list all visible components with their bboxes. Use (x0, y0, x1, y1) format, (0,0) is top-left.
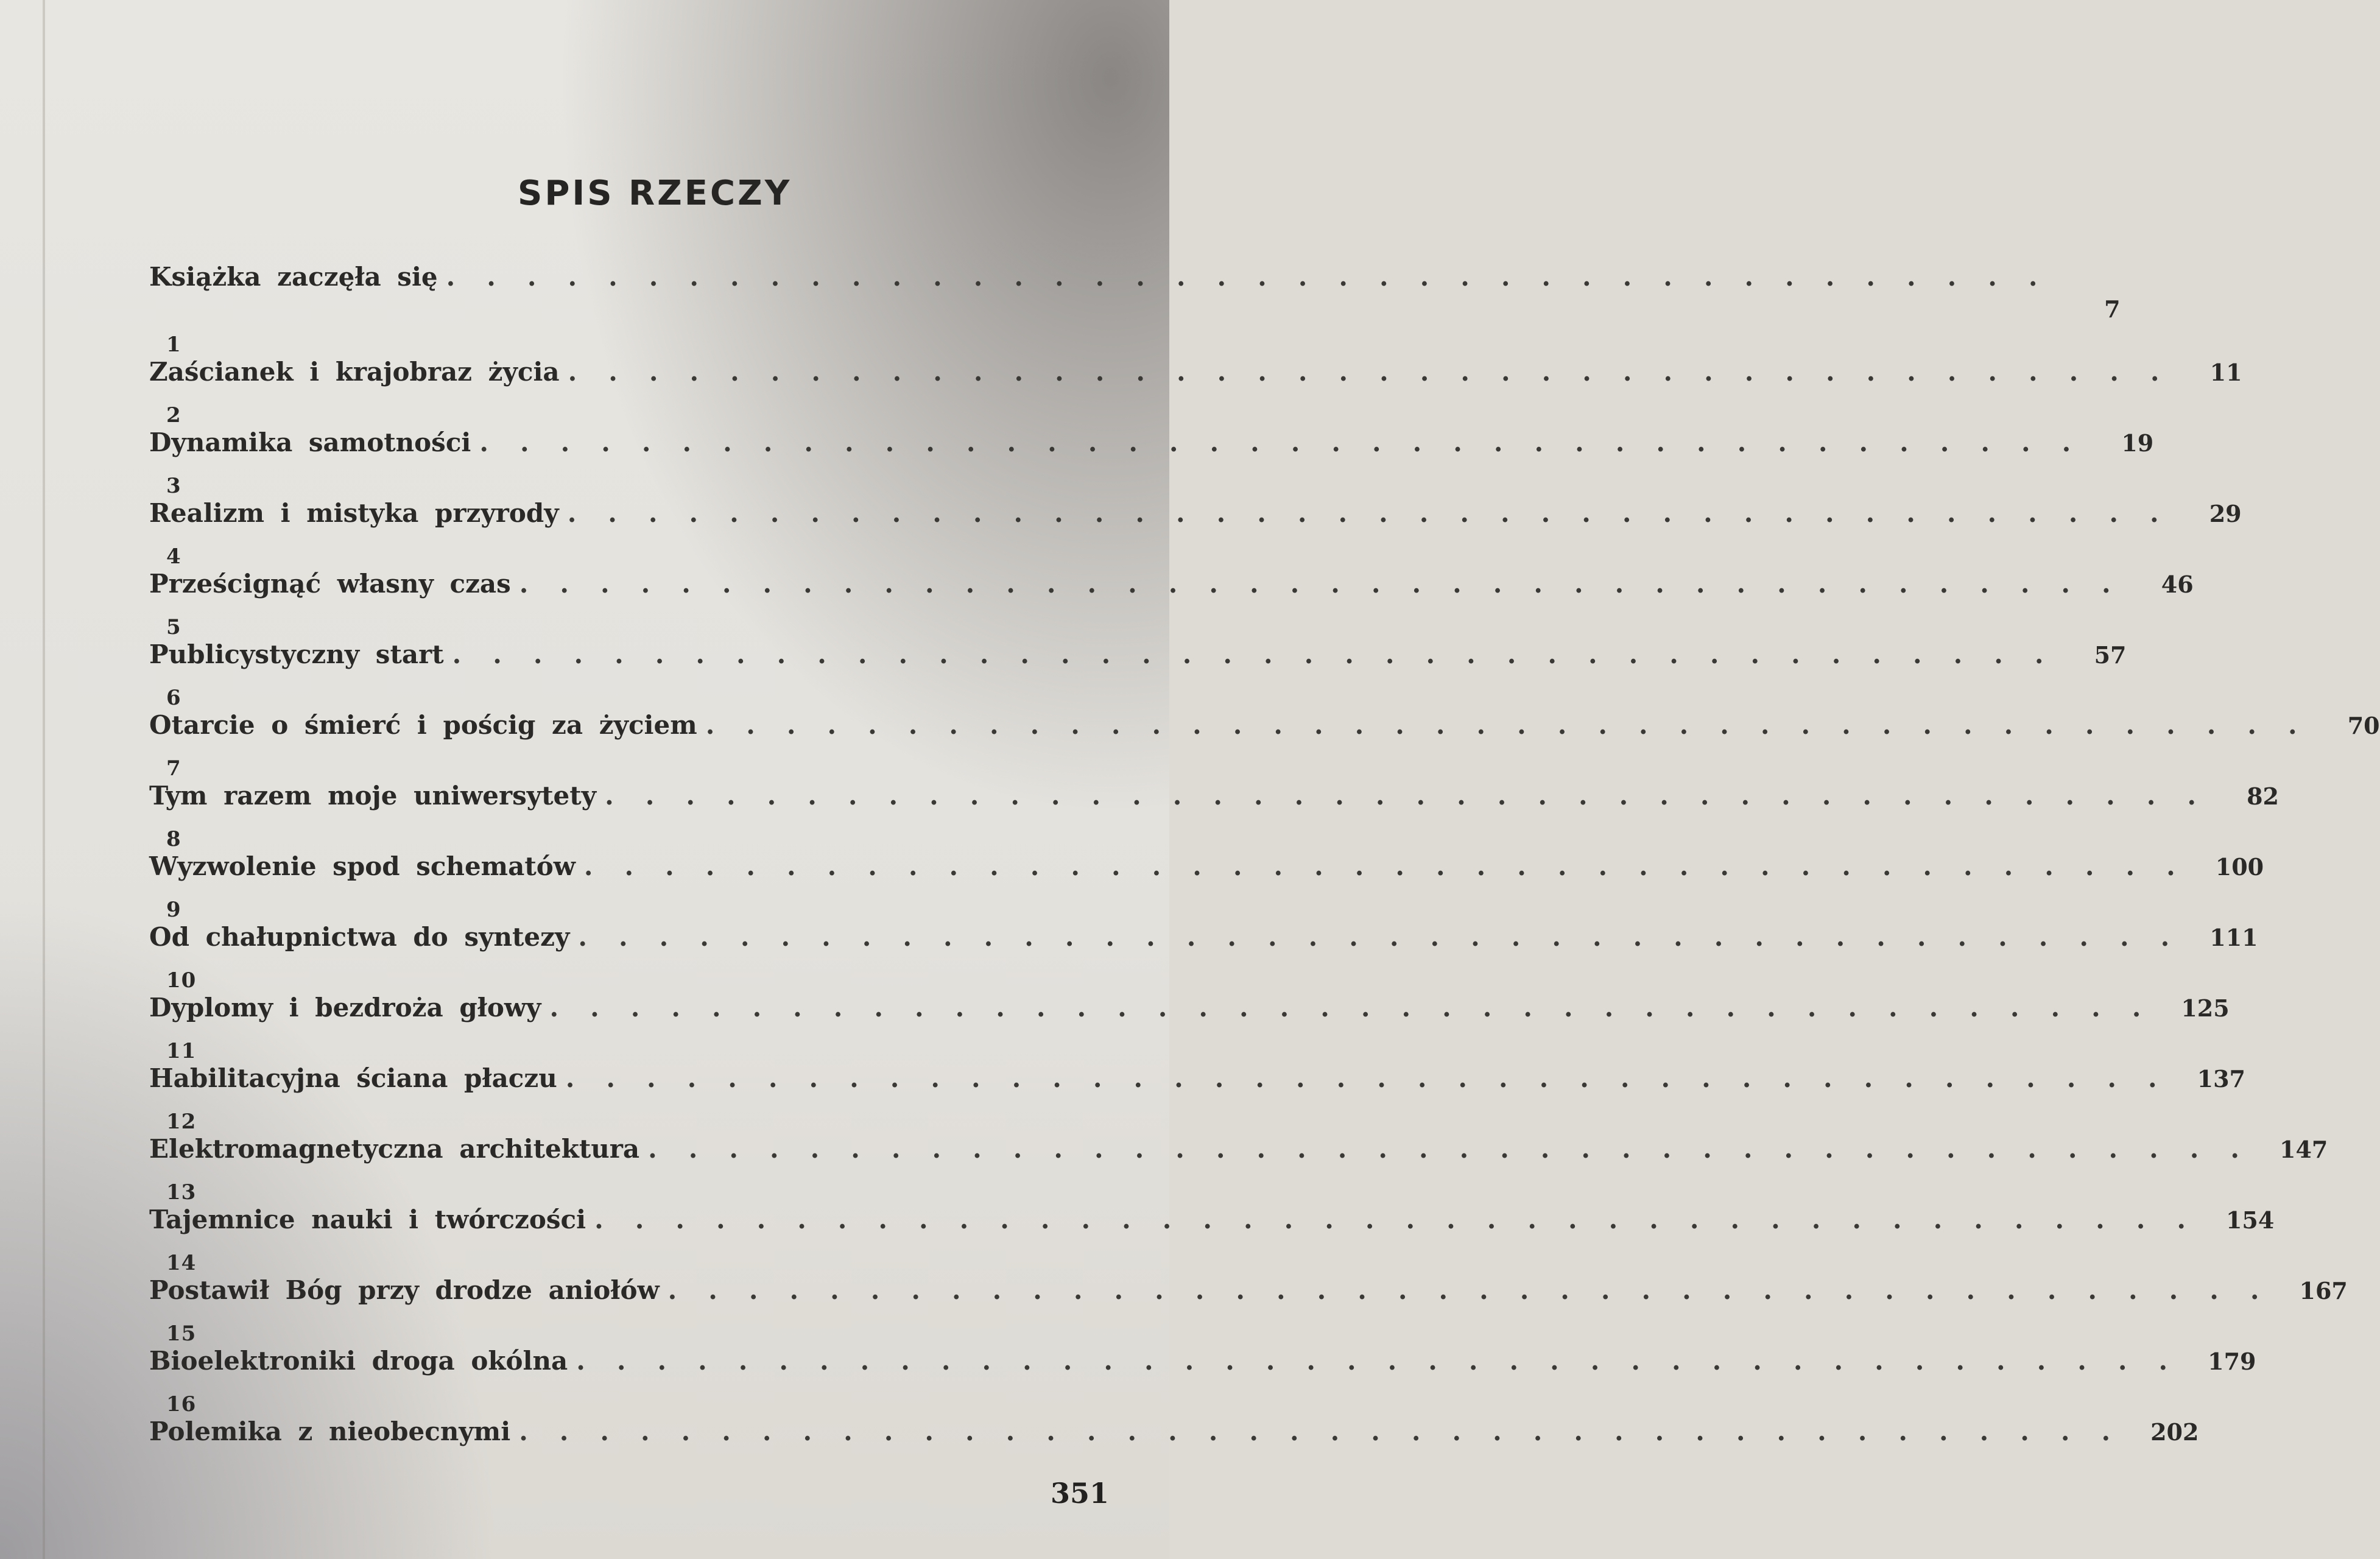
toc-entry (149, 1392, 2199, 1463)
dot-leader: ........................................ (576, 1346, 2200, 1376)
chapter-title: Zaścianek i krajobraz życia (149, 357, 560, 387)
chapter-number: 6 (166, 686, 181, 710)
toc-entry-line (149, 357, 2242, 391)
chapter-title: Prześcignąć własny czas (149, 569, 511, 599)
chapter-page-number: 7 (2104, 295, 2121, 323)
chapter-title: Dyplomy i bezdroża głowy (149, 993, 541, 1022)
toc-entry-line (149, 1134, 2328, 1168)
chapter-title: Postawił Bóg przy drodze aniołów (149, 1275, 660, 1305)
toc-entry-line (149, 851, 2264, 885)
dot-leader: ........................................ (519, 569, 2142, 599)
chapter-title: Tajemnice nauki i twórczości (149, 1205, 586, 1234)
chapter-page-number: 137 (2197, 1065, 2245, 1093)
chapter-page-number: 46 (2161, 571, 2194, 598)
chapter-page-number: 19 (2121, 429, 2154, 457)
toc-entry-line (149, 1275, 2348, 1309)
chapter-page-number: 82 (2247, 783, 2279, 810)
chapter-page-number: 167 (2299, 1277, 2348, 1304)
dot-leader: ........................................ (567, 498, 2191, 528)
chapter-number: 14 (166, 1251, 197, 1275)
chapter-number: 7 (166, 756, 181, 781)
toc-entry (149, 968, 2230, 1039)
chapter-number: 9 (166, 898, 181, 922)
toc-entry-line (149, 498, 2242, 532)
chapter-number: 2 (166, 403, 181, 428)
chapter-title: Tym razem moje uniwersytety (149, 781, 597, 811)
toc-entry (149, 1321, 2256, 1392)
chapter-title: Książka zaczęła się (149, 262, 438, 292)
toc-entry (149, 1110, 2328, 1180)
toc-entry (149, 544, 2194, 615)
dot-leader: ........................................ (667, 1275, 2291, 1305)
toc-entry (149, 615, 2127, 686)
chapter-number: 16 (166, 1392, 197, 1416)
toc-entry-line (149, 710, 2380, 744)
chapter-number: 3 (166, 474, 181, 498)
toc-entry-line (149, 262, 2121, 323)
toc-entry (149, 333, 2242, 403)
dot-leader: ........................................ (578, 922, 2202, 952)
dot-leader: ........................................ (565, 1063, 2189, 1093)
chapter-page-number: 11 (2209, 359, 2242, 386)
chapter-title: Elektromagnetyczna architektura (149, 1134, 640, 1164)
chapter-number: 5 (166, 615, 181, 639)
toc-entry-line (149, 569, 2194, 603)
chapter-number: 10 (166, 968, 197, 993)
dot-leader: ........................................ (519, 1416, 2142, 1446)
chapter-title: Dynamika samotności (149, 428, 471, 457)
chapter-title: Bioelektroniki droga okólna (149, 1346, 568, 1376)
dot-leader: ........................................ (446, 262, 2069, 292)
toc-entry (149, 403, 2154, 474)
toc-entry-line (149, 639, 2127, 674)
toc-entry-line (149, 1063, 2245, 1097)
toc-entry (149, 898, 2258, 968)
chapter-page-number: 147 (2280, 1136, 2328, 1163)
chapter-page-number: 29 (2209, 500, 2242, 527)
page-title: SPIS RZECZY (518, 174, 792, 213)
chapter-page-number: 100 (2215, 853, 2264, 881)
chapter-title: Otarcie o śmierć i pościg za życiem (149, 710, 697, 740)
chapter-title: Realizm i mistyka przyrody (149, 498, 559, 528)
chapter-number: 12 (166, 1110, 197, 1134)
toc-entry (149, 474, 2242, 544)
dot-leader: ........................................ (479, 428, 2103, 457)
dot-leader: ........................................ (568, 357, 2191, 387)
toc-entry-line (149, 428, 2154, 462)
toc-entry (149, 756, 2279, 827)
dot-leader: ........................................ (452, 639, 2075, 669)
dot-leader: ........................................ (594, 1205, 2217, 1234)
chapter-title: Publicystyczny start (149, 639, 444, 669)
dot-leader: ........................................ (605, 781, 2228, 811)
chapter-number: 15 (166, 1321, 197, 1346)
toc-entry (149, 686, 2380, 756)
dot-leader: ........................................ (648, 1134, 2272, 1164)
chapter-page-number: 70 (2347, 712, 2380, 739)
toc-entry (149, 262, 2121, 333)
chapter-number: 1 (166, 333, 181, 357)
chapter-number: 11 (166, 1039, 197, 1063)
chapter-title: Wyzwolenie spod schematów (149, 851, 576, 881)
chapter-page-number: 154 (2225, 1206, 2275, 1234)
chapter-page-number: 111 (2209, 924, 2258, 951)
chapter-title: Habilitacyjna ściana płaczu (149, 1063, 557, 1093)
chapter-title: Polemika z nieobecnymi (149, 1416, 511, 1446)
chapter-number: 8 (166, 827, 181, 851)
dot-leader: ........................................ (549, 993, 2173, 1022)
dot-leader: ........................................ (583, 851, 2207, 881)
page-number: 351 (1051, 1477, 1110, 1510)
toc-entry (149, 827, 2264, 898)
toc-entry (149, 1251, 2348, 1321)
chapter-page-number: 179 (2208, 1348, 2256, 1375)
chapter-number: 13 (166, 1180, 197, 1205)
toc-entry (149, 1039, 2245, 1110)
chapter-page-number: 125 (2181, 994, 2230, 1022)
toc-entry-line (149, 1346, 2256, 1380)
toc-entry-line (149, 993, 2230, 1027)
table-of-contents (149, 262, 2380, 1463)
toc-entry (149, 1180, 2275, 1251)
chapter-page-number: 202 (2150, 1418, 2199, 1446)
chapter-page-number: 57 (2094, 641, 2127, 669)
toc-entry-line (149, 922, 2258, 956)
dot-leader: ........................................ (705, 710, 2329, 740)
chapter-number: 4 (166, 544, 181, 569)
toc-entry-line (149, 1205, 2275, 1239)
page-edge (43, 0, 45, 1559)
toc-entry-line (149, 781, 2279, 815)
toc-entry-line (149, 1416, 2199, 1451)
chapter-title: Od chałupnictwa do syntezy (149, 922, 570, 952)
